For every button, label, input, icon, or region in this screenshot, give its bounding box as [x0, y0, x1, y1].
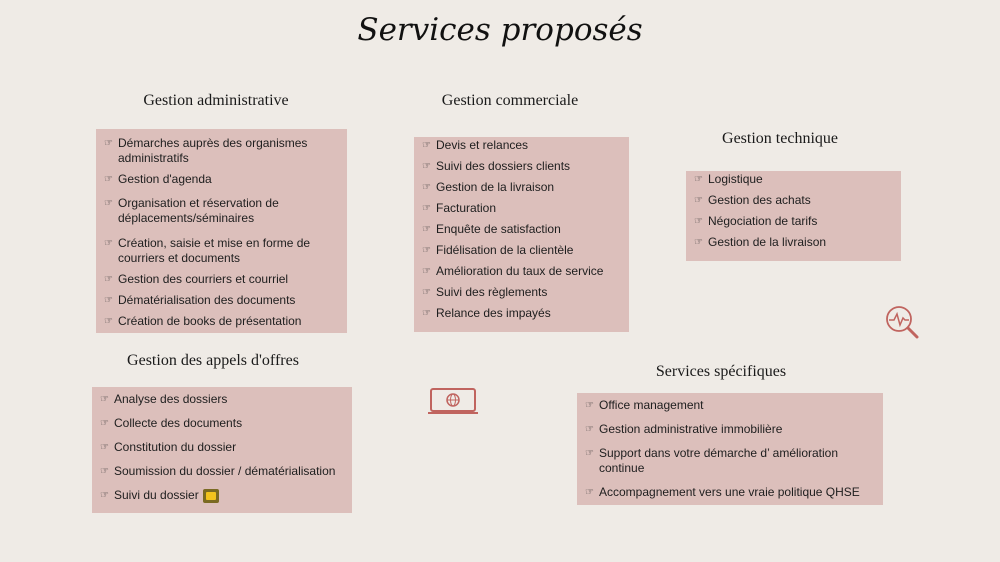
list-item: ☞ Fidélisation de la clientèle	[422, 243, 574, 257]
list-item: ☞ Soumission du dossier / dématérialisation	[100, 464, 336, 478]
list-item: ☞ Logistique	[694, 172, 763, 186]
box-gestion-technique	[686, 171, 901, 261]
pointing-hand-icon: ☞	[100, 418, 109, 429]
pointing-hand-icon: ☞	[422, 245, 431, 256]
pointing-hand-icon: ☞	[422, 266, 431, 277]
list-item: ☞ Gestion des achats	[694, 193, 811, 207]
list-item: ☞ Relance des impayés	[422, 306, 551, 320]
pointing-hand-icon: ☞	[422, 161, 431, 172]
pointing-hand-icon: ☞	[694, 195, 703, 206]
list-item: ☞ Office management	[585, 398, 704, 412]
box-gestion-commerciale	[414, 137, 629, 332]
pointing-hand-icon: ☞	[100, 394, 109, 405]
list-item: ☞ Support dans votre démarche d’ amélioration continue	[585, 446, 839, 475]
pointing-hand-icon: ☞	[104, 238, 113, 249]
page-title: Services proposés	[357, 12, 643, 48]
pointing-hand-icon: ☞	[422, 308, 431, 319]
list-item: ☞ Suivi des dossiers clients	[422, 159, 571, 173]
list-item: ☞ Suivi du dossier	[100, 488, 344, 503]
list-item: ☞ Organisation et réservation de déplacements/séminaires	[104, 196, 279, 225]
list-item: ☞ Analyse des dossiers	[100, 392, 228, 406]
pointing-hand-icon: ☞	[100, 490, 109, 501]
pointing-hand-icon: ☞	[585, 400, 594, 411]
list-item: ☞ Création, saisie et mise en forme de courriers et documents	[104, 236, 311, 265]
pointing-hand-icon: ☞	[585, 487, 594, 498]
list-item: ☞ Collecte des documents	[100, 416, 243, 430]
pointing-hand-icon: ☞	[104, 174, 113, 185]
pointing-hand-icon: ☞	[104, 295, 113, 306]
box-gestion-appels-offres	[92, 387, 352, 513]
list-item: ☞ Gestion de la livraison	[694, 235, 827, 249]
pointing-hand-icon: ☞	[104, 274, 113, 285]
heading-services-specifiques: Services spécifiques	[655, 363, 787, 380]
list-item: ☞ Dématérialisation des documents	[104, 293, 296, 307]
list-item: ☞ Constitution du dossier	[100, 440, 237, 454]
box-services-specifiques	[577, 393, 883, 505]
pointing-hand-icon: ☞	[100, 466, 109, 477]
list-item: ☞ Accompagnement vers une vraie politique QHSE	[585, 485, 860, 499]
list-item: ☞ Création de books de présentation	[104, 314, 302, 328]
heading-gestion-administrative: Gestion administrative	[143, 92, 289, 109]
list-item: ☞ Enquête de satisfaction	[422, 222, 561, 236]
laptop-globe-icon	[427, 387, 479, 417]
heading-gestion-technique: Gestion technique	[722, 130, 838, 147]
pointing-hand-icon: ☞	[422, 182, 431, 193]
heading-gestion-appels-offres: Gestion des appels d'offres	[127, 352, 299, 369]
list-item: ☞ Démarches auprès des organismes administratifs	[104, 136, 308, 165]
search-analytics-icon	[884, 304, 924, 342]
pointing-hand-icon: ☞	[585, 424, 594, 435]
list-item: ☞ Devis et relances	[422, 138, 529, 152]
pointing-hand-icon: ☞	[694, 237, 703, 248]
pointing-hand-icon: ☞	[104, 198, 113, 209]
pointing-hand-icon: ☞	[422, 203, 431, 214]
list-item: ☞ Facturation	[422, 201, 497, 215]
list-item: ☞ Amélioration du taux de service	[422, 264, 604, 278]
list-item: ☞ Négociation de tarifs	[694, 214, 818, 228]
list-item: ☞ Gestion administrative immobilière	[585, 422, 783, 436]
folder-icon	[203, 489, 219, 503]
list-item: ☞ Gestion des courriers et courriel	[104, 272, 289, 286]
pointing-hand-icon: ☞	[104, 316, 113, 327]
pointing-hand-icon: ☞	[422, 140, 431, 151]
pointing-hand-icon: ☞	[694, 174, 703, 185]
pointing-hand-icon: ☞	[585, 448, 594, 459]
list-item: ☞ Gestion d'agenda	[104, 172, 212, 186]
pointing-hand-icon: ☞	[100, 442, 109, 453]
pointing-hand-icon: ☞	[422, 287, 431, 298]
heading-gestion-commerciale: Gestion commerciale	[441, 92, 579, 109]
box-gestion-administrative	[96, 129, 347, 333]
pointing-hand-icon: ☞	[694, 216, 703, 227]
pointing-hand-icon: ☞	[104, 138, 113, 149]
list-item: ☞ Gestion de la livraison	[422, 180, 555, 194]
pointing-hand-icon: ☞	[422, 224, 431, 235]
list-item: ☞ Suivi des règlements	[422, 285, 548, 299]
